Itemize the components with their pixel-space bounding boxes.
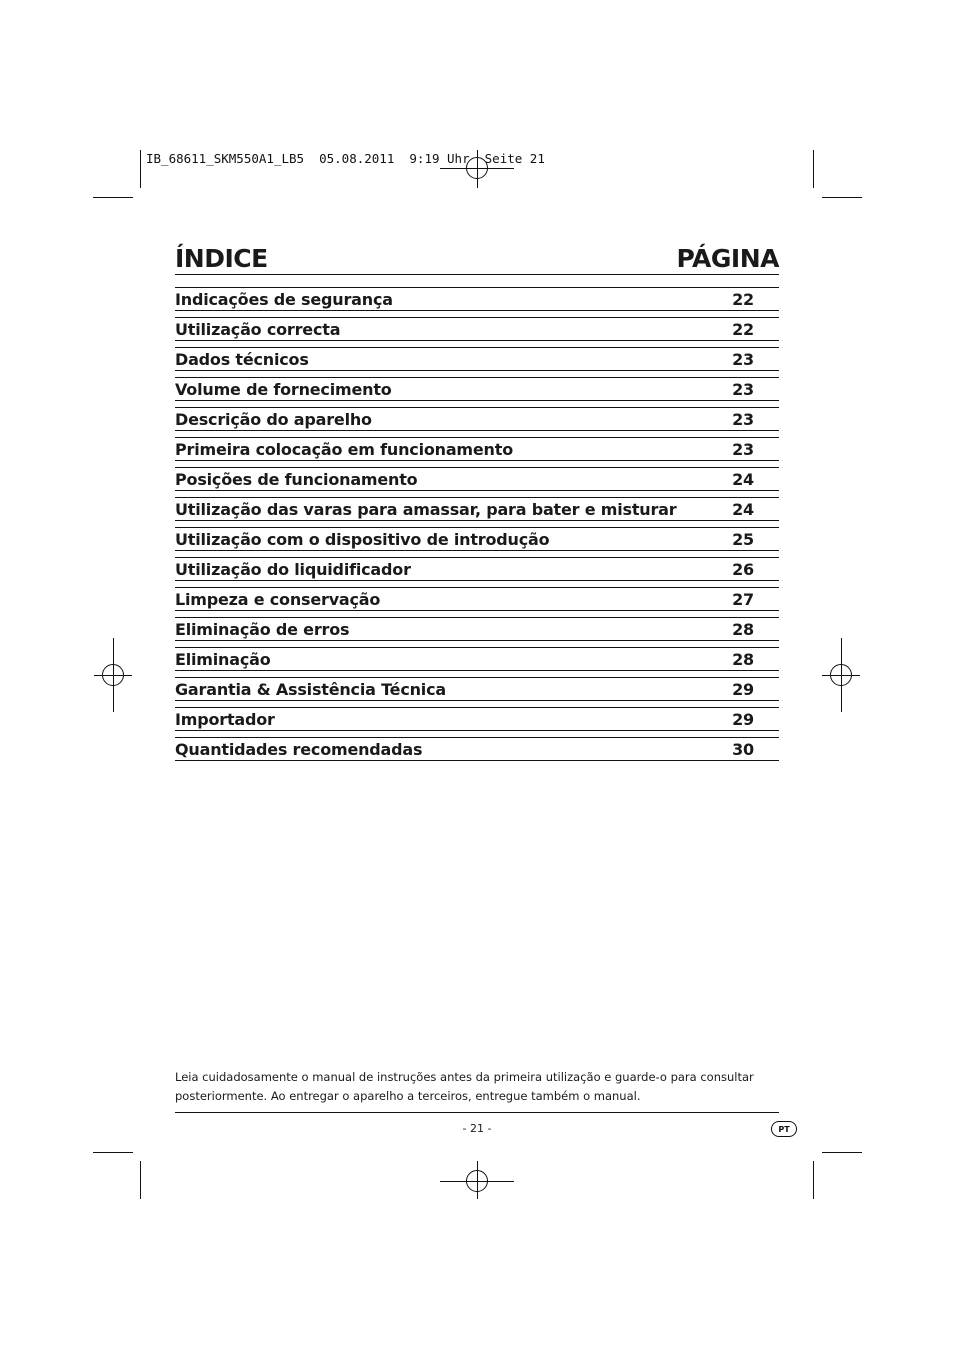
toc-entry-label: Eliminação	[175, 649, 271, 669]
page-number: - 21 -	[462, 1122, 492, 1135]
toc-entry-page: 23	[732, 349, 754, 369]
toc-entry-label: Descrição do aparelho	[175, 409, 372, 429]
toc-entry-label: Utilização das varas para amassar, para bater e misturar	[175, 499, 677, 519]
toc-page-heading: PÁGINA	[676, 244, 779, 273]
crop-mark	[93, 197, 133, 198]
toc-entry-page: 28	[732, 649, 754, 669]
toc-entry-page: 25	[732, 529, 754, 549]
toc-entry-page: 28	[732, 619, 754, 639]
crop-mark	[140, 150, 141, 188]
crop-mark	[822, 1152, 862, 1153]
crop-mark	[93, 1152, 133, 1153]
toc-entry[interactable]	[175, 707, 779, 731]
toc-entry-label: Utilização com o dispositivo de introdução	[175, 529, 550, 549]
registration-circle	[102, 664, 124, 686]
toc-entry[interactable]	[175, 737, 779, 761]
toc-entry-page: 23	[732, 379, 754, 399]
print-slug: IB_68611_SKM550A1_LB5 05.08.2011 9:19 Uhr Seite 21	[146, 151, 545, 166]
toc-entry[interactable]	[175, 527, 779, 551]
toc-entry[interactable]	[175, 377, 779, 401]
toc-entry-label: Importador	[175, 709, 275, 729]
toc-entry[interactable]	[175, 437, 779, 461]
footer-note-line: posteriormente. Ao entregar o aparelho a terceiros, entregue também o manual.	[175, 1089, 641, 1103]
toc-entry[interactable]	[175, 347, 779, 371]
registration-circle	[466, 157, 488, 179]
toc-entry-page: 23	[732, 439, 754, 459]
toc-entry-label: Primeira colocação em funcionamento	[175, 439, 513, 459]
toc-entry-label: Indicações de segurança	[175, 289, 393, 309]
crop-mark	[813, 1161, 814, 1199]
toc-entry-label: Utilização correcta	[175, 319, 341, 339]
registration-circle	[830, 664, 852, 686]
toc-entry[interactable]	[175, 557, 779, 581]
crop-mark	[822, 197, 862, 198]
language-badge: PT	[771, 1121, 797, 1137]
toc-entry-label: Quantidades recomendadas	[175, 739, 423, 759]
toc-entry-page: 26	[732, 559, 754, 579]
toc-entry-label: Dados técnicos	[175, 349, 309, 369]
toc-entry-page: 22	[732, 289, 754, 309]
toc-entry-page: 30	[732, 739, 754, 759]
toc-entry-page: 22	[732, 319, 754, 339]
toc-entry-label: Volume de fornecimento	[175, 379, 392, 399]
toc-entry-label: Eliminação de erros	[175, 619, 350, 639]
toc-entry-page: 24	[732, 469, 754, 489]
footer-note	[175, 1068, 779, 1106]
toc-entry-label: Limpeza e conservação	[175, 589, 381, 609]
crop-mark	[140, 1161, 141, 1199]
toc-entry-page: 24	[732, 499, 754, 519]
toc-entry-page: 29	[732, 679, 754, 699]
toc-entry-label: Utilização do liquidificador	[175, 559, 411, 579]
toc-entry[interactable]	[175, 677, 779, 701]
toc-entry[interactable]	[175, 587, 779, 611]
toc-entry[interactable]	[175, 497, 779, 521]
toc-entry[interactable]	[175, 467, 779, 491]
toc-entry[interactable]	[175, 617, 779, 641]
toc-header	[175, 240, 779, 275]
crop-mark	[813, 150, 814, 188]
toc-entry-page: 29	[732, 709, 754, 729]
table-of-contents	[175, 240, 779, 767]
toc-entry[interactable]	[175, 317, 779, 341]
toc-entry-page: 27	[732, 589, 754, 609]
toc-entry-page: 23	[732, 409, 754, 429]
registration-circle	[466, 1170, 488, 1192]
footer-divider	[175, 1112, 779, 1113]
footer-note-line: Leia cuidadosamente o manual de instruções antes da primeira utilização e guarde-o para consultar	[175, 1070, 754, 1084]
toc-title: ÍNDICE	[175, 244, 268, 273]
toc-entry[interactable]	[175, 287, 779, 311]
toc-entry-label: Garantia & Assistência Técnica	[175, 679, 446, 699]
toc-entry-label: Posições de funcionamento	[175, 469, 418, 489]
toc-entry[interactable]	[175, 407, 779, 431]
toc-entry[interactable]	[175, 647, 779, 671]
